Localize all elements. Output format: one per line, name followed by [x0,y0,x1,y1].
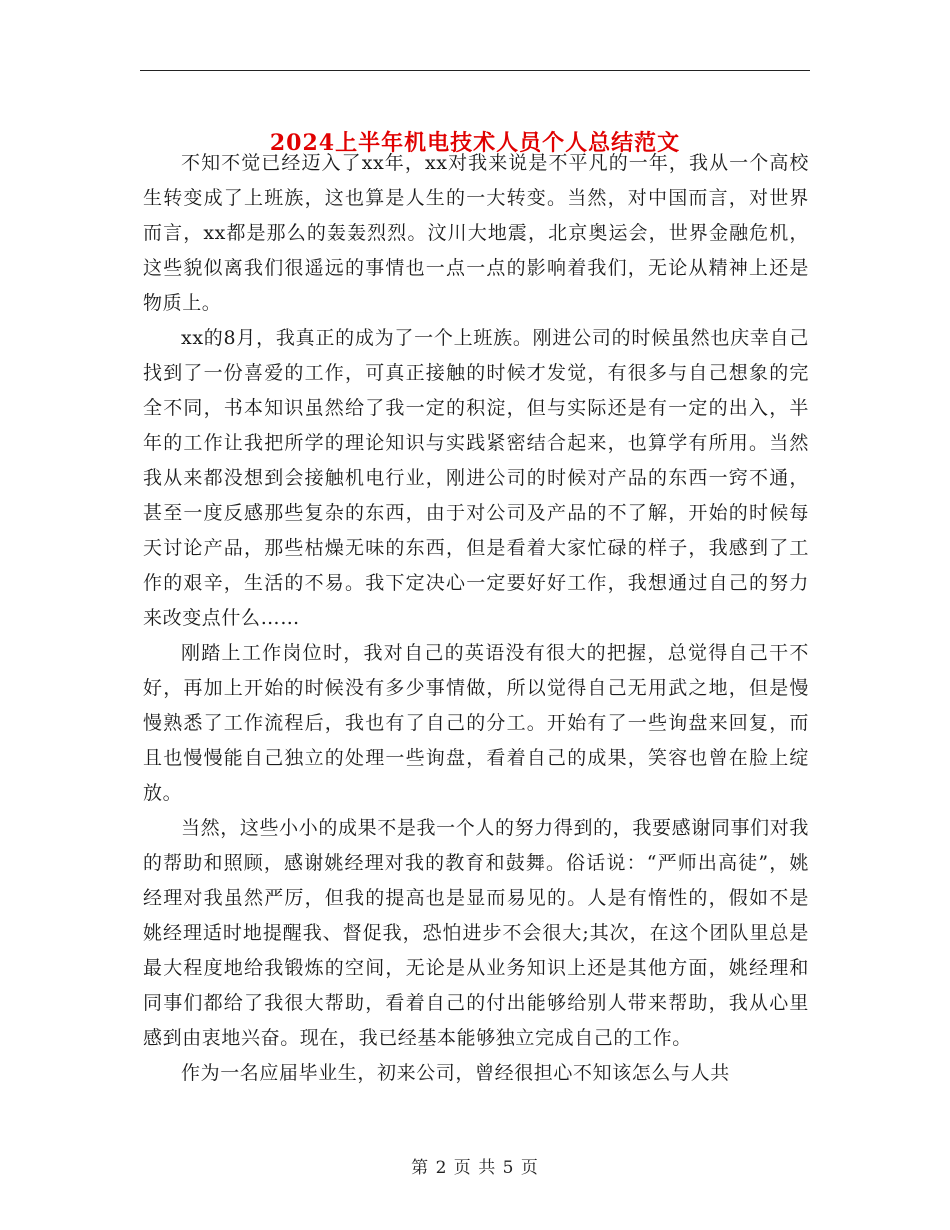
header-rule [140,70,810,71]
paragraph-2: xx的8月，我真正的成为了一个上班族。刚进公司的时候虽然也庆幸自己找到了一份喜爱的工作，可真正接触的时候才发觉，有很多与自己想象的完全不同，书本知识虽然给了我一定的积淀，但与实际还是有一定的出入，半年的工作让我把所学的理论知识与实践紧密结合起来，也算学有所用。当然我从来都没想到会接触机电行业，刚进公司的时候对产品的东西一窍不通，甚至一度反感那些复杂的东西，由于对公司及产品的不了解，开始的时候每天讨论产品，那些枯燥无味的东西，但是看着大家忙碌的样子，我感到了工作的艰辛，生活的不易。我下定决心一定要好好工作，我想通过自己的努力来改变点什么…… [143,327,809,629]
page-number: 第 2 页 共 5 页 [411,1158,539,1178]
paragraph-3: 刚踏上工作岗位时，我对自己的英语没有很大的把握，总觉得自己干不好，再加上开始的时候没有多少事情做，所以觉得自己无用武之地，但是慢慢熟悉了工作流程后，我也有了自己的分工。开始有了一些询盘来回复，而且也慢慢能自己独立的处理一些询盘，看着自己的成果，笑容也曾在脸上绽放。 [143,642,809,804]
paragraph-4: 当然，这些小小的成果不是我一个人的努力得到的，我要感谢同事们对我的帮助和照顾，感谢姚经理对我的教育和鼓舞。俗话说：“严师出高徒”，姚经理对我虽然严厉，但我的提高也是显而易见的。人是有惰性的，假如不是姚经理适时地提醒我、督促我，恐怕进步不会很大;其次，在这个团队里总是最大程度地给我锻炼的空间，无论是从业务知识上还是其他方面，姚经理和同事们都给了我很大帮助，看着自己的付出能够给别人带来帮助，我从心里感到由衷地兴奋。现在，我已经基本能够独立完成自己的工作。 [143,817,809,1049]
paragraph-1: 不知不觉已经迈入了xx年，xx对我来说是不平凡的一年，我从一个高校生转变成了上班族，这也算是人生的一大转变。当然，对中国而言，对世界而言，xx都是那么的轰轰烈烈。汶川大地震，北京奥运会，世界金融危机，这些貌似离我们很遥远的事情也一点一点的影响着我们，无论从精神上还是物质上。 [143,152,809,314]
document-body [143,146,809,1091]
paragraph-5: 作为一名应届毕业生，初来公司，曾经很担心不知该怎么与人共 [181,1062,730,1084]
document-title: 2024上半年机电技术人员个人总结范文 [269,129,681,156]
